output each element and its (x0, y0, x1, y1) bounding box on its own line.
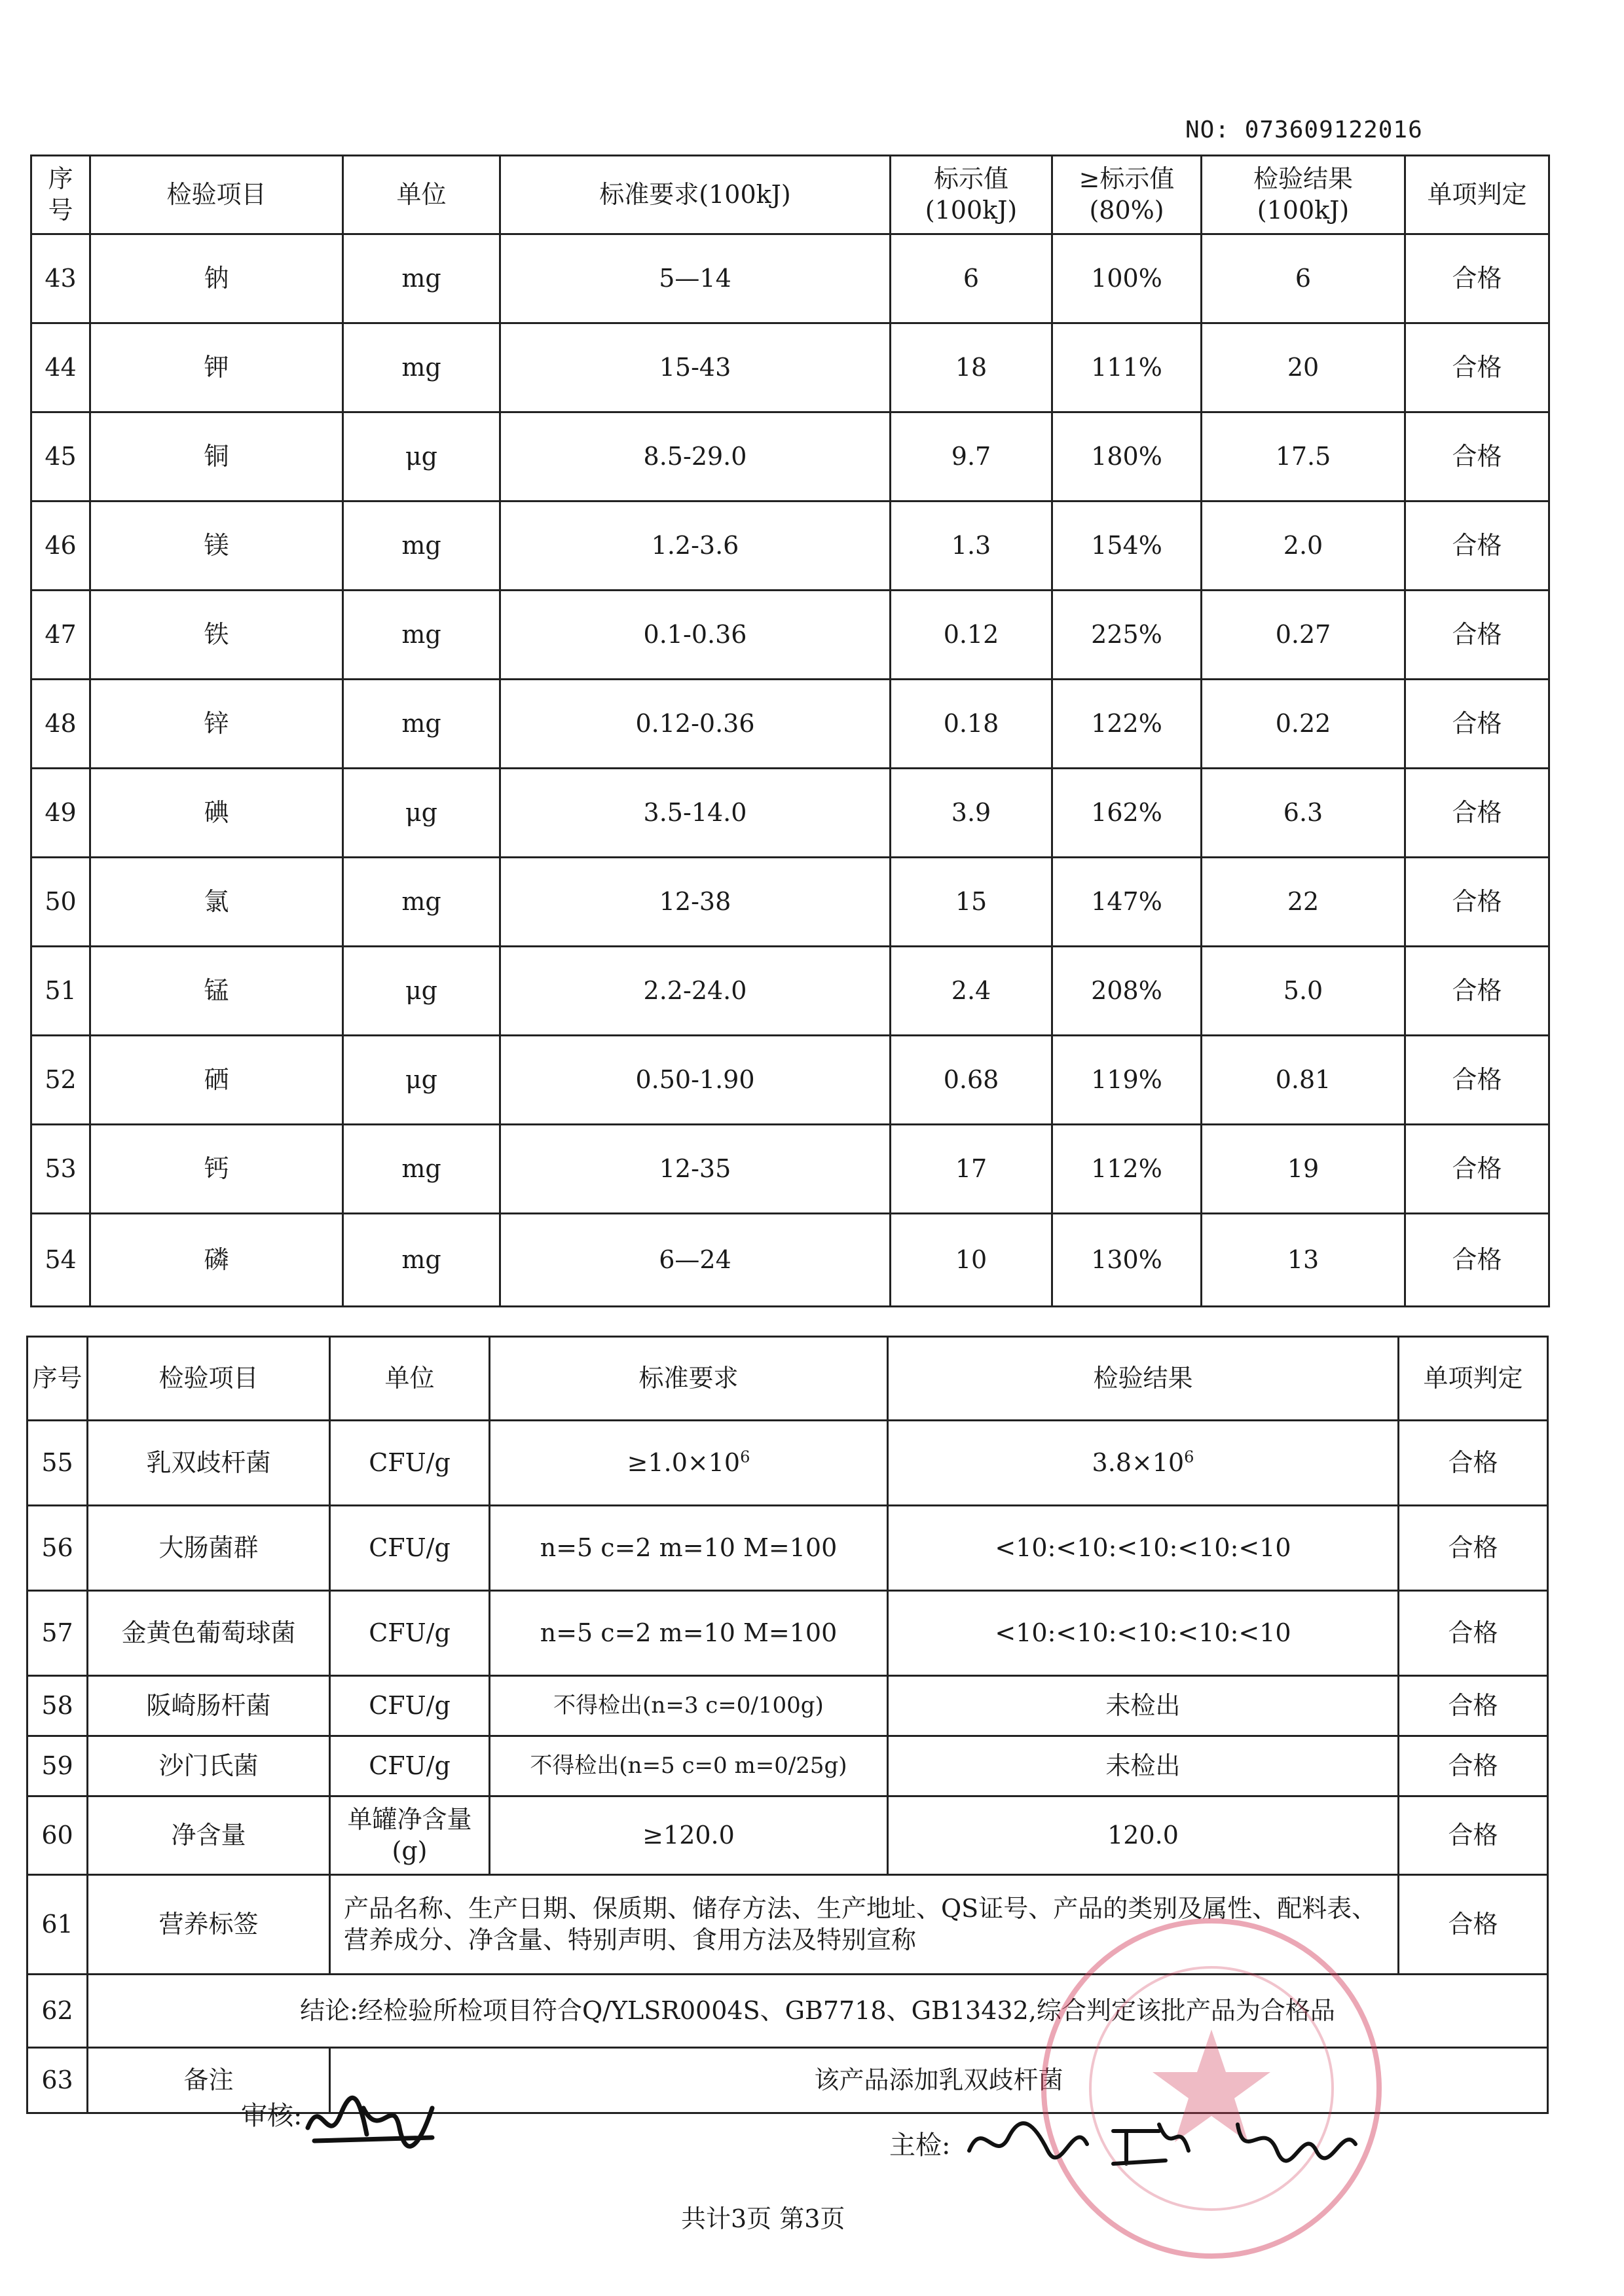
cell-item: 碘 (90, 769, 343, 858)
reviewer-label: 审核: (241, 2101, 303, 2131)
cell-item: 镁 (90, 501, 343, 591)
cell-seq: 52 (31, 1036, 90, 1125)
cell-unit: mg (343, 1125, 500, 1214)
cell-pct: 122% (1052, 680, 1202, 769)
cell-unit: μg (343, 769, 500, 858)
cell-label: 17 (891, 1125, 1052, 1214)
seal-star-icon (1074, 1951, 1349, 2226)
table-row (31, 1125, 1549, 1214)
cell-standard: 2.2-24.0 (500, 947, 891, 1036)
remark-label: 备注 (88, 2048, 330, 2113)
table-row: 59 沙门氏菌 CFU/g 不得检出(n=5 c=0 m=0/25g) 未检出 合格 (28, 1736, 1548, 1796)
header-standard: 标准要求(100kJ) (500, 156, 891, 234)
cell-item: 硒 (90, 1036, 343, 1125)
cell-result: 5.0 (1202, 947, 1405, 1036)
table-row (31, 323, 1549, 412)
cell-unit: mg (343, 501, 500, 591)
cell-label: 10 (891, 1214, 1052, 1307)
cell-seq: 54 (31, 1214, 90, 1307)
cell-seq: 53 (31, 1125, 90, 1214)
cell-result: 0.81 (1202, 1036, 1405, 1125)
cell-pct: 147% (1052, 858, 1202, 947)
cell-judgement: 合格 (1405, 858, 1549, 947)
cell-seq: 50 (31, 858, 90, 947)
cell-judgement: 合格 (1405, 1125, 1549, 1214)
table-row (31, 769, 1549, 858)
cell-result: 20 (1202, 323, 1405, 412)
cell-label: 0.12 (891, 591, 1052, 680)
cell-label: 6 (891, 234, 1052, 323)
cell-item: 铁 (90, 591, 343, 680)
cell-label: 9.7 (891, 412, 1052, 501)
table-row: 57 金黄色葡萄球菌 CFU/g n=5 c=2 m=10 M=100 <10:<10:<10:<10:<10 合格 (28, 1591, 1548, 1676)
cell-pct: 180% (1052, 412, 1202, 501)
cell-item: 钾 (90, 323, 343, 412)
table-row (31, 591, 1549, 680)
cell-seq: 51 (31, 947, 90, 1036)
header-seq: 序号 (31, 156, 90, 234)
conclusion-text: 结论:经检验所检项目符合Q/YLSR0004S、GB7718、GB13432,综合判定该批产品为合格品 (88, 1975, 1548, 2048)
reviewer-signature (301, 2088, 445, 2160)
table-row: 56 大肠菌群 CFU/g n=5 c=2 m=10 M=100 <10:<10:<10:<10:<10 合格 (28, 1506, 1548, 1591)
table-row (31, 501, 1549, 591)
table-row (31, 947, 1549, 1036)
conclusion-row: 62 结论:经检验所检项目符合Q/YLSR0004S、GB7718、GB13432,综合判定该批产品为合格品 (28, 1975, 1548, 2048)
header-result: 检验结果 (100kJ) (1202, 156, 1405, 234)
cell-result: 22 (1202, 858, 1405, 947)
cell-label: 18 (891, 323, 1052, 412)
cell-standard: 1.2-3.6 (500, 501, 891, 591)
cell-item: 磷 (90, 1214, 343, 1307)
cell-unit: mg (343, 234, 500, 323)
nutrient-table-header (31, 156, 1549, 234)
nutrient-table (30, 155, 1550, 1307)
header-judgement: 单项判定 (1399, 1337, 1548, 1421)
cell-label: 15 (891, 858, 1052, 947)
cell-label: 1.3 (891, 501, 1052, 591)
header-result: 检验结果 (888, 1337, 1399, 1421)
cell-judgement: 合格 (1405, 234, 1549, 323)
cell-standard: 12-38 (500, 858, 891, 947)
standard-cell: $\ge 1.0\times 10^6$ (490, 1421, 888, 1506)
cell-label: 2.4 (891, 947, 1052, 1036)
cell-standard: 0.12-0.36 (500, 680, 891, 769)
report-number: NO: 073609122016 (1185, 117, 1423, 143)
cell-item: 氯 (90, 858, 343, 947)
cell-judgement: 合格 (1405, 680, 1549, 769)
header-percent: ≥标示值 (80%) (1052, 156, 1202, 234)
cell-seq: 49 (31, 769, 90, 858)
table-row (31, 412, 1549, 501)
cell-unit: μg (343, 412, 500, 501)
cell-result: 6.3 (1202, 769, 1405, 858)
cell-seq: 43 (31, 234, 90, 323)
cell-item: 锌 (90, 680, 343, 769)
inspector-label: 主检: (889, 2130, 951, 2160)
page-count: 共计3页 第3页 (681, 2204, 845, 2233)
cell-pct: 111% (1052, 323, 1202, 412)
cell-label: 3.9 (891, 769, 1052, 858)
cell-result: 19 (1202, 1125, 1405, 1214)
cell-standard: 0.1-0.36 (500, 591, 891, 680)
cell-pct: 154% (1052, 501, 1202, 591)
cell-result: 17.5 (1202, 412, 1405, 501)
cell-standard: 15-43 (500, 323, 891, 412)
header-unit: 单位 (343, 156, 500, 234)
nutrient-table-body (31, 234, 1549, 1307)
cell-standard: 12-35 (500, 1125, 891, 1214)
cell-item: 钠 (90, 234, 343, 323)
header-seq: 序号 (28, 1337, 88, 1421)
cell-judgement: 合格 (1405, 323, 1549, 412)
cell-unit: mg (343, 591, 500, 680)
cell-standard: 0.50-1.90 (500, 1036, 891, 1125)
nutrition-label-row: 61 营养标签 产品名称、生产日期、保质期、储存方法、生产地址、QS证号、产品的类别及属性、配料表、营养成分、净含量、特别声明、食用方法及特别宣称 合格 (28, 1875, 1548, 1975)
cell-pct: 100% (1052, 234, 1202, 323)
table-row (31, 680, 1549, 769)
table-row (31, 1214, 1549, 1307)
cell-result: 2.0 (1202, 501, 1405, 591)
microbe-table-header (28, 1337, 1548, 1421)
table-row (31, 858, 1549, 947)
cell-judgement: 合格 (1405, 1036, 1549, 1125)
cell-standard: 5—14 (500, 234, 891, 323)
cell-seq: 46 (31, 501, 90, 591)
cell-unit: mg (343, 680, 500, 769)
header-standard: 标准要求 (490, 1337, 888, 1421)
cell-seq: 47 (31, 591, 90, 680)
cell-result: 0.22 (1202, 680, 1405, 769)
table-row: 55 乳双歧杆菌 CFU/g $\ge 1.0\times 10^6$ $3.8\times 10^6$ 合格 (28, 1421, 1548, 1506)
cell-pct: 130% (1052, 1214, 1202, 1307)
remark-row: 63 备注 该产品添加乳双歧杆菌 (28, 2048, 1548, 2113)
header-unit: 单位 (330, 1337, 490, 1421)
cell-result: 13 (1202, 1214, 1405, 1307)
cell-pct: 225% (1052, 591, 1202, 680)
cell-item: 钙 (90, 1125, 343, 1214)
cell-pct: 162% (1052, 769, 1202, 858)
cell-pct: 119% (1052, 1036, 1202, 1125)
table-row (31, 234, 1549, 323)
header-item: 检验项目 (90, 156, 343, 234)
cell-seq: 45 (31, 412, 90, 501)
cell-judgement: 合格 (1405, 947, 1549, 1036)
cell-seq: 44 (31, 323, 90, 412)
header-label-value: 标示值 (100kJ) (891, 156, 1052, 234)
cell-standard: 6—24 (500, 1214, 891, 1307)
header-judgement: 单项判定 (1405, 156, 1549, 234)
cell-judgement: 合格 (1405, 769, 1549, 858)
cell-pct: 112% (1052, 1125, 1202, 1214)
cell-standard: 8.5-29.0 (500, 412, 891, 501)
cell-unit: mg (343, 858, 500, 947)
cell-label: 0.68 (891, 1036, 1052, 1125)
table-row: 58 阪崎肠杆菌 CFU/g 不得检出(n=3 c=0/100g) 未检出 合格 (28, 1676, 1548, 1736)
cell-item: 锰 (90, 947, 343, 1036)
cell-result: 0.27 (1202, 591, 1405, 680)
cell-unit: mg (343, 1214, 500, 1307)
inspector-signatures (963, 2105, 1369, 2177)
result-cell: $3.8\times 10^6$ (888, 1421, 1399, 1506)
cell-judgement: 合格 (1405, 501, 1549, 591)
table-row: 60 净含量 单罐净含量 (g) ≥120.0 120.0 合格 (28, 1796, 1548, 1875)
cell-unit: μg (343, 947, 500, 1036)
remark-text: 该产品添加乳双歧杆菌 (330, 2048, 1548, 2113)
cell-unit: mg (343, 323, 500, 412)
cell-label: 0.18 (891, 680, 1052, 769)
cell-seq: 48 (31, 680, 90, 769)
cell-standard: 3.5-14.0 (500, 769, 891, 858)
cell-pct: 208% (1052, 947, 1202, 1036)
cell-result: 6 (1202, 234, 1405, 323)
header-item: 检验项目 (88, 1337, 330, 1421)
cell-unit: μg (343, 1036, 500, 1125)
unit-cell: 单罐净含量 (g) (330, 1796, 490, 1875)
nutrition-label-content: 产品名称、生产日期、保质期、储存方法、生产地址、QS证号、产品的类别及属性、配料表、营养成分、净含量、特别声明、食用方法及特别宣称 (330, 1875, 1399, 1975)
cell-item: 铜 (90, 412, 343, 501)
cell-judgement: 合格 (1405, 591, 1549, 680)
cell-judgement: 合格 (1405, 1214, 1549, 1307)
cell-judgement: 合格 (1405, 412, 1549, 501)
table-row (31, 1036, 1549, 1125)
